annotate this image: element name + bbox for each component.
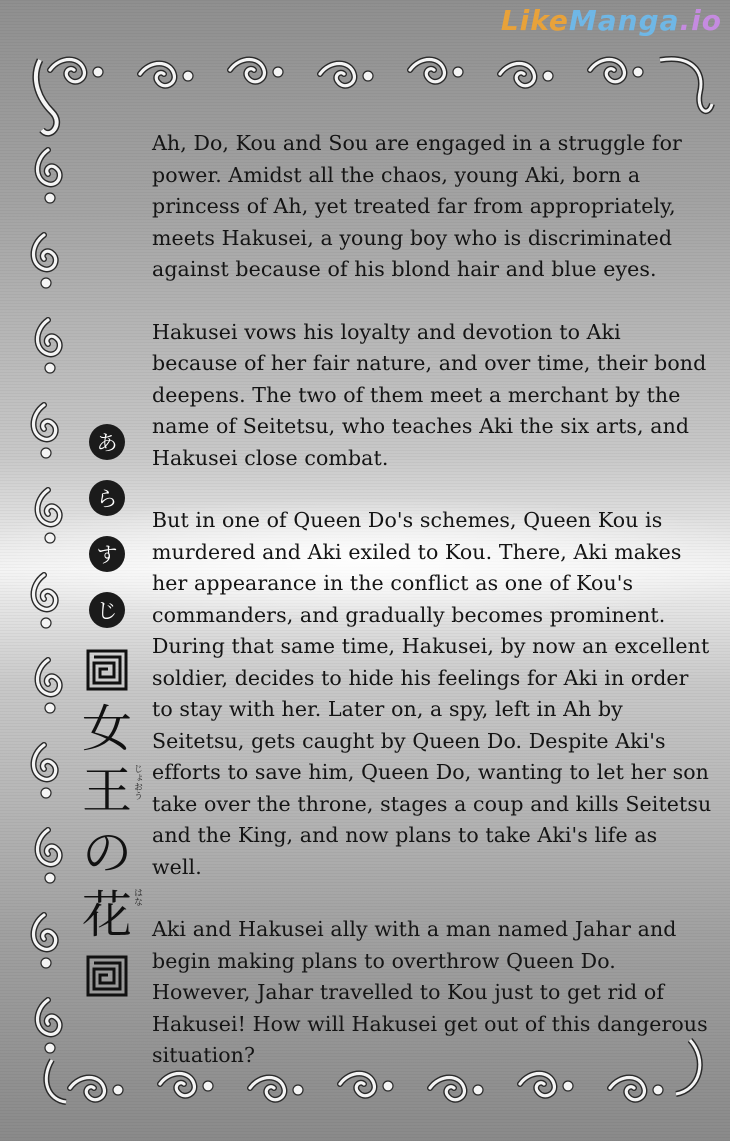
title-char-3: の xyxy=(82,824,132,882)
title-char-2: 王 じょおう xyxy=(82,762,142,820)
title-char-4: 花 はな xyxy=(82,886,142,944)
watermark-part-3: .io xyxy=(679,4,722,37)
summary-paragraph-1: Ah, Do, Kou and Sou are engaged in a struggle for power. Amidst all the chaos, young Aki, born a princess of Ah, yet treated far from appropriately, meets Hakusei, a young boy who is discriminated against because of his blond hair and blue eyes. xyxy=(152,131,682,281)
left-border xyxy=(34,60,67,1102)
kana-ra: ら xyxy=(89,480,125,516)
kana-ji: じ xyxy=(89,592,125,628)
vertical-title-block xyxy=(82,424,142,1004)
summary-paragraph-2: Hakusei vows his loyalty and devotion to Aki because of her fair nature, and over time, their bond deepens. The two of them meet a merchant by the name of Seitetsu, who teaches Aki the six arts, and Hakusei close combat. xyxy=(152,319,707,470)
top-border xyxy=(50,59,712,111)
knot-emblem-bottom xyxy=(85,954,129,998)
kana-a: あ xyxy=(89,424,125,460)
watermark-part-1: Like xyxy=(500,4,569,37)
ruby-hana: はな xyxy=(132,888,142,906)
watermark-part-2: Manga xyxy=(568,4,680,37)
title-char-1: 女 xyxy=(82,700,132,758)
summary-paragraph-4: Aki and Hakusei ally with a man named Jahar and begin making plans to overthrow Queen Do. However, Jahar travelled to Kou just to get rid of Hakusei! How will Hakusei get out of this dangerous situation? xyxy=(152,917,708,1067)
story-summary xyxy=(152,128,712,1103)
knot-emblem-top xyxy=(85,648,129,692)
ruby-jo: じょおう xyxy=(132,764,142,800)
site-watermark xyxy=(501,4,722,44)
summary-paragraph-3: But in one of Queen Do's schemes, Queen Kou is murdered and Aki exiled to Kou. There, Aki makes her appearance in the conflict as one of Kou's commanders, and gradually becomes prominent. During that same time, Hakusei, by now an excellent soldier, decides to hide his feelings for Aki in order to stay with her. Later on, a spy, left in Ah by Seitetsu, gets caught by Queen Do. Despite Aki's efforts to save him, Queen Do, wanting to let her son take over the throne, stages a coup and kills Seitetsu and the King, and now plans to take Aki's life as well. xyxy=(152,508,712,879)
kana-su: す xyxy=(89,536,125,572)
